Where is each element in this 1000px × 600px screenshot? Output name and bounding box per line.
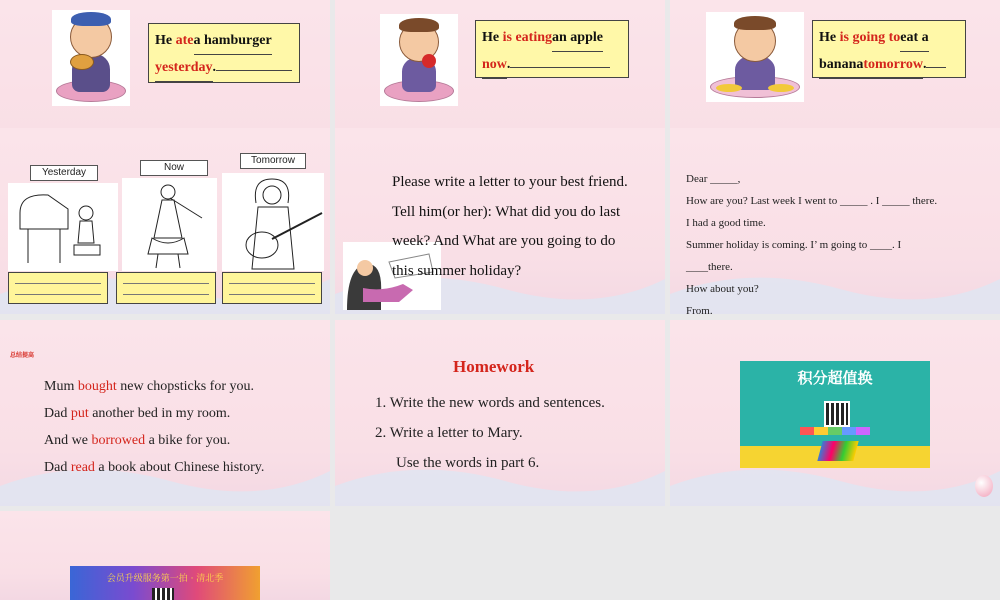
- member-upgrade-banner[interactable]: [70, 566, 260, 600]
- verb-sentence: Dad read a book about Chinese history.: [44, 460, 265, 475]
- verb-sentences: [44, 373, 324, 481]
- slide-thumbnail-9[interactable]: [670, 320, 1000, 506]
- boy-eating-banana-image: [706, 12, 804, 102]
- homework-item: 2. Write a letter to Mary.: [375, 425, 523, 441]
- letter-line: From.: [686, 305, 713, 314]
- banner-text: 会员升级服务第一拍 · 清北季: [106, 574, 224, 584]
- qr-code-icon: [152, 588, 174, 600]
- verb-sentence: And we borrowed a bike for you.: [44, 433, 231, 448]
- label-now: Now: [140, 160, 208, 176]
- letter-line: I had a good time.: [686, 217, 766, 229]
- answer-box-tomorrow[interactable]: [222, 272, 322, 304]
- boy-eating-hamburger-image: [52, 10, 130, 106]
- boy-eating-apple-image: [380, 14, 458, 106]
- woman-playing-guitar-image: [222, 173, 324, 271]
- slide-thumbnail-5[interactable]: [335, 128, 665, 314]
- instruction-line: Tell him(or her): What did you do last: [392, 203, 621, 220]
- sentence-box: He is going toeat a bananatomorrow.: [812, 20, 966, 78]
- homework-title: Homework: [453, 357, 535, 376]
- homework-list: [375, 388, 660, 478]
- answer-box-yesterday[interactable]: [8, 272, 108, 304]
- instruction-line: week? And What are you going to do: [392, 233, 616, 249]
- label-tomorrow: Tomorrow: [240, 153, 306, 169]
- points-promo-banner[interactable]: [740, 361, 930, 468]
- books-icon: [817, 441, 858, 461]
- instruction-line: Please write a letter to your best friend.: [392, 174, 628, 190]
- slide-thumbnail-6[interactable]: [670, 128, 1000, 314]
- sentence-box: He is eatingan apple now.: [475, 20, 629, 78]
- slide-thumbnail-10[interactable]: [0, 511, 330, 600]
- balloon-icon: [975, 475, 993, 497]
- girl-playing-violin-image: [122, 178, 217, 271]
- answer-box-now[interactable]: [116, 272, 216, 304]
- sentence-box: He atea hamburger yesterday.: [148, 23, 300, 83]
- girl-playing-piano-image: [8, 183, 118, 271]
- promo-title: 积分超值换: [797, 369, 873, 387]
- letter-line: How about you?: [686, 283, 759, 295]
- homework-item: Use the words in part 6.: [396, 455, 540, 471]
- verb-sentence: Mum bought new chopsticks for you.: [44, 379, 254, 394]
- label-yesterday: Yesterday: [30, 165, 98, 181]
- letter-template: [686, 168, 996, 314]
- section-tag: 总结提高: [10, 352, 35, 359]
- writing-instructions: [392, 168, 662, 286]
- homework-item: 1. Write the new words and sentences.: [375, 395, 605, 411]
- letter-line: Dear _____,: [686, 173, 741, 185]
- letter-line: Summer holiday is coming. I’ m going to ____. I: [686, 239, 902, 251]
- slide-thumbnail-4[interactable]: [0, 128, 330, 314]
- letter-line: ____there.: [686, 261, 733, 273]
- promo-icons: [800, 427, 870, 435]
- letter-line: How are you? Last week I went to _____ . I _____ there.: [686, 195, 938, 207]
- slide-thumbnail-7[interactable]: [0, 320, 330, 506]
- slide-thumbnail-8[interactable]: [335, 320, 665, 506]
- instruction-line: this summer holiday?: [392, 262, 522, 279]
- qr-code-icon: [824, 401, 850, 427]
- verb-sentence: Dad put another bed in my room.: [44, 406, 231, 421]
